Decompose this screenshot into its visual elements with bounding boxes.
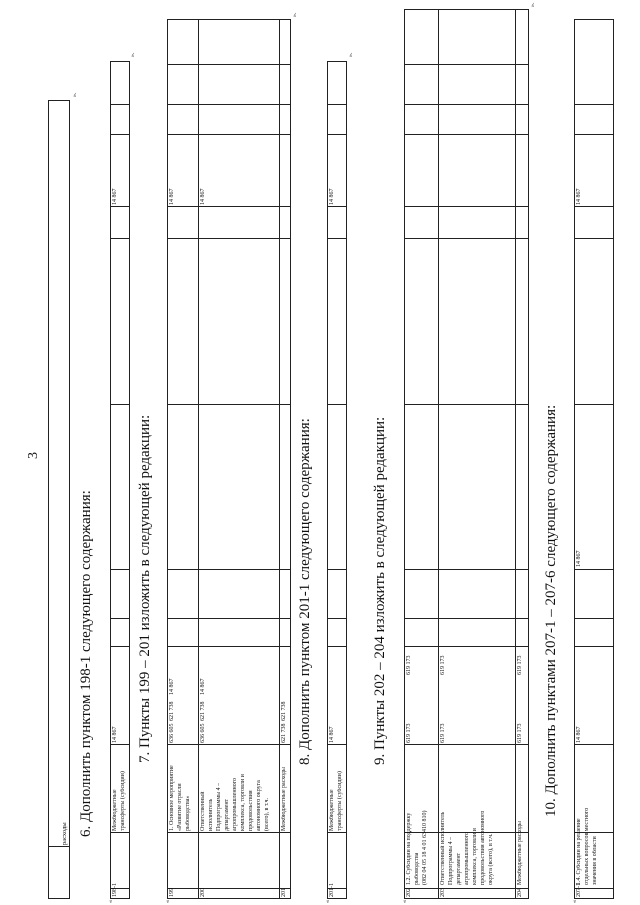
row-value: 14 867 bbox=[169, 188, 175, 205]
row-value: 619 173 bbox=[406, 655, 412, 675]
table-col-divider bbox=[404, 618, 529, 619]
table-col-divider bbox=[327, 104, 347, 105]
open-quote: « bbox=[402, 900, 408, 903]
row-number: 203 bbox=[440, 888, 446, 897]
table-col-divider bbox=[327, 238, 347, 239]
section-7-table bbox=[167, 19, 291, 899]
table-col-divider bbox=[167, 104, 291, 105]
section-9-table bbox=[404, 9, 529, 899]
row-name-line: комплекса, торговли и bbox=[240, 774, 246, 831]
row-value: 14 867 bbox=[329, 726, 335, 743]
table-col-divider bbox=[574, 206, 614, 207]
table-col-divider bbox=[110, 134, 130, 135]
table-col-divider bbox=[404, 744, 529, 745]
close-quote: ». bbox=[130, 52, 136, 57]
open-quote: « bbox=[165, 900, 171, 903]
row-name-line: «Развитие отрасли bbox=[177, 783, 183, 831]
table-col-divider bbox=[327, 569, 347, 570]
table-col-divider bbox=[167, 744, 291, 745]
row-number: 201-1 bbox=[329, 883, 335, 897]
close-quote: ». bbox=[72, 92, 78, 97]
row-name-line: 1. Основное мероприятие bbox=[169, 765, 175, 831]
table-col-divider bbox=[167, 238, 291, 239]
row-value: 621 738 bbox=[200, 701, 206, 721]
section-7-heading: 7. Пункты 199 – 201 изложить в следующей редакции: bbox=[137, 414, 153, 763]
row-number: 204 bbox=[517, 888, 523, 897]
row-value: 14 867 bbox=[169, 678, 175, 695]
row-name-line: агропромышленного bbox=[232, 777, 238, 831]
table-col-divider bbox=[404, 646, 529, 647]
row-number: 198-1 bbox=[112, 883, 118, 897]
table-col-divider bbox=[327, 404, 347, 405]
top-fragment-table bbox=[48, 100, 70, 899]
row-name-line: департамент bbox=[224, 798, 230, 831]
row-number: 199 bbox=[169, 888, 175, 897]
table-col-divider bbox=[167, 64, 291, 65]
table-col-divider bbox=[110, 569, 130, 570]
row-name-line: (082 04 05 18 4 01 63410 810) bbox=[422, 810, 428, 885]
open-quote: « bbox=[325, 900, 331, 903]
row-name-line: 1.2. Субсидии на поддержку bbox=[406, 812, 412, 885]
row-value: 14 867 bbox=[112, 188, 118, 205]
row-name-line: рыбоводства» bbox=[185, 795, 191, 831]
row-name-line: комплекса, торговли и bbox=[472, 828, 478, 885]
table-col-divider bbox=[574, 646, 614, 647]
row-name-line: значения в области bbox=[592, 836, 598, 885]
table-col-divider bbox=[327, 618, 347, 619]
section-6-heading: 6. Дополнить пунктом 198-1 следующего содержания: bbox=[78, 490, 94, 837]
table-col-divider bbox=[574, 404, 614, 405]
row-value: 14 867 bbox=[576, 550, 582, 567]
table-col-divider bbox=[110, 832, 130, 833]
row-value: 14 867 bbox=[200, 188, 206, 205]
row-value: 14 867 bbox=[112, 726, 118, 743]
table-col-divider bbox=[110, 404, 130, 405]
table-col-divider bbox=[574, 134, 614, 135]
table-col-divider bbox=[167, 618, 291, 619]
table-col-divider bbox=[110, 104, 130, 105]
row-value: 621 738 bbox=[281, 701, 287, 721]
row-name-line: рыбоводства bbox=[414, 852, 420, 885]
table-col-divider bbox=[167, 832, 291, 833]
table-col-divider bbox=[110, 618, 130, 619]
table-col-divider bbox=[574, 744, 614, 745]
close-quote: ». bbox=[530, 2, 536, 7]
row-name-line: Подпрограммы 4 – bbox=[448, 836, 454, 885]
table-col-divider bbox=[327, 646, 347, 647]
row-name-line: Межбюджетные bbox=[329, 789, 335, 831]
row-value: 14 867 bbox=[200, 678, 206, 695]
row-number: 201 bbox=[281, 888, 287, 897]
open-quote: « bbox=[108, 900, 114, 903]
table-col-divider bbox=[327, 206, 347, 207]
table-col-divider bbox=[167, 569, 291, 570]
table-col-divider bbox=[404, 569, 529, 570]
table-row-divider bbox=[198, 19, 199, 899]
table-row-divider bbox=[438, 9, 439, 899]
row-value: 621 738 bbox=[281, 723, 287, 743]
table-col-divider bbox=[110, 744, 130, 745]
row-value: 619 173 bbox=[440, 655, 446, 675]
page-number: 3 bbox=[26, 452, 41, 459]
open-quote: « bbox=[572, 900, 578, 903]
table-col-divider bbox=[574, 104, 614, 105]
row-name-line: 1.4. Субсидии на решение bbox=[576, 818, 582, 885]
section-9-heading: 9. Пункты 202 – 204 изложить в следующей редакции: bbox=[372, 416, 388, 765]
table-col-divider bbox=[327, 744, 347, 745]
row-number: 202 bbox=[406, 888, 412, 897]
row-name-line: отдельных вопросов местного bbox=[584, 807, 590, 885]
row-value: 636 605 bbox=[200, 723, 206, 743]
row-value: 636 605 bbox=[169, 723, 175, 743]
row-name-line: агропромышленного bbox=[464, 831, 470, 885]
row-value: 14 867 bbox=[576, 726, 582, 743]
row-name-line: трансферты (субсидии) bbox=[337, 771, 343, 831]
row-value: 619 173 bbox=[440, 723, 446, 743]
table-col-divider bbox=[167, 646, 291, 647]
row-name-line: продовольствия bbox=[248, 790, 254, 831]
row-name-line: Межбюджетные bbox=[112, 789, 118, 831]
table-col-divider bbox=[167, 404, 291, 405]
table-col-divider bbox=[404, 888, 529, 889]
row-name-line: трансферты (субсидии) bbox=[120, 771, 126, 831]
table-col-divider bbox=[404, 238, 529, 239]
table-col-divider bbox=[574, 569, 614, 570]
table-col-divider bbox=[167, 888, 291, 889]
table-col-divider bbox=[110, 238, 130, 239]
row-name-line: автономного округа bbox=[256, 780, 262, 831]
section-8-heading: 8. Дополнить пунктом 201-1 следующего содержания: bbox=[297, 418, 313, 765]
table-col-divider bbox=[404, 206, 529, 207]
row-name-line: исполнитель bbox=[208, 798, 214, 831]
table-col-divider bbox=[110, 646, 130, 647]
close-quote: ». bbox=[292, 12, 298, 17]
table-col-divider bbox=[110, 206, 130, 207]
table-row-divider bbox=[515, 9, 516, 899]
table-col-divider bbox=[327, 832, 347, 833]
row-name-line: Ответственный bbox=[200, 791, 206, 831]
row-number: 207-1 bbox=[576, 883, 582, 897]
table-col-divider bbox=[327, 134, 347, 135]
row-value: 14 867 bbox=[576, 188, 582, 205]
table-col-divider bbox=[404, 64, 529, 65]
table-col-divider bbox=[574, 618, 614, 619]
row-value: 619 173 bbox=[406, 723, 412, 743]
table-row-divider bbox=[279, 19, 280, 899]
row-value: 619 173 bbox=[517, 655, 523, 675]
table-col-divider bbox=[404, 104, 529, 105]
row-number: 200 bbox=[200, 888, 206, 897]
table-col-divider bbox=[574, 238, 614, 239]
row-name-line: Подпрограммы 4 – bbox=[216, 782, 222, 831]
close-quote: ». bbox=[348, 52, 354, 57]
row-name-line: Межбюджетные расходы bbox=[517, 821, 523, 885]
table-col-divider bbox=[404, 404, 529, 405]
row-name-line: округа (всего), в т.ч. bbox=[488, 833, 494, 885]
row-name-line: продовольствия автономного bbox=[480, 810, 486, 885]
row-value: 619 173 bbox=[517, 723, 523, 743]
row-name-line: Межбюджетные расходы bbox=[281, 767, 287, 831]
section-10-table bbox=[574, 19, 614, 899]
table-col-divider bbox=[48, 846, 70, 847]
row-name-line: Ответственный исполнитель bbox=[440, 811, 446, 885]
row-value: 621 738 bbox=[169, 701, 175, 721]
row-value: 14 867 bbox=[329, 188, 335, 205]
row-name-line: департамент bbox=[456, 852, 462, 885]
top-fragment-label: расходы bbox=[61, 822, 68, 845]
table-col-divider bbox=[167, 134, 291, 135]
table-col-divider bbox=[404, 134, 529, 135]
section-10-heading: 10. Дополнить пунктами 207-1 – 207-6 следующего содержания: bbox=[543, 404, 559, 817]
table-col-divider bbox=[167, 206, 291, 207]
row-name-line: (всего), в т.ч. bbox=[264, 797, 270, 831]
